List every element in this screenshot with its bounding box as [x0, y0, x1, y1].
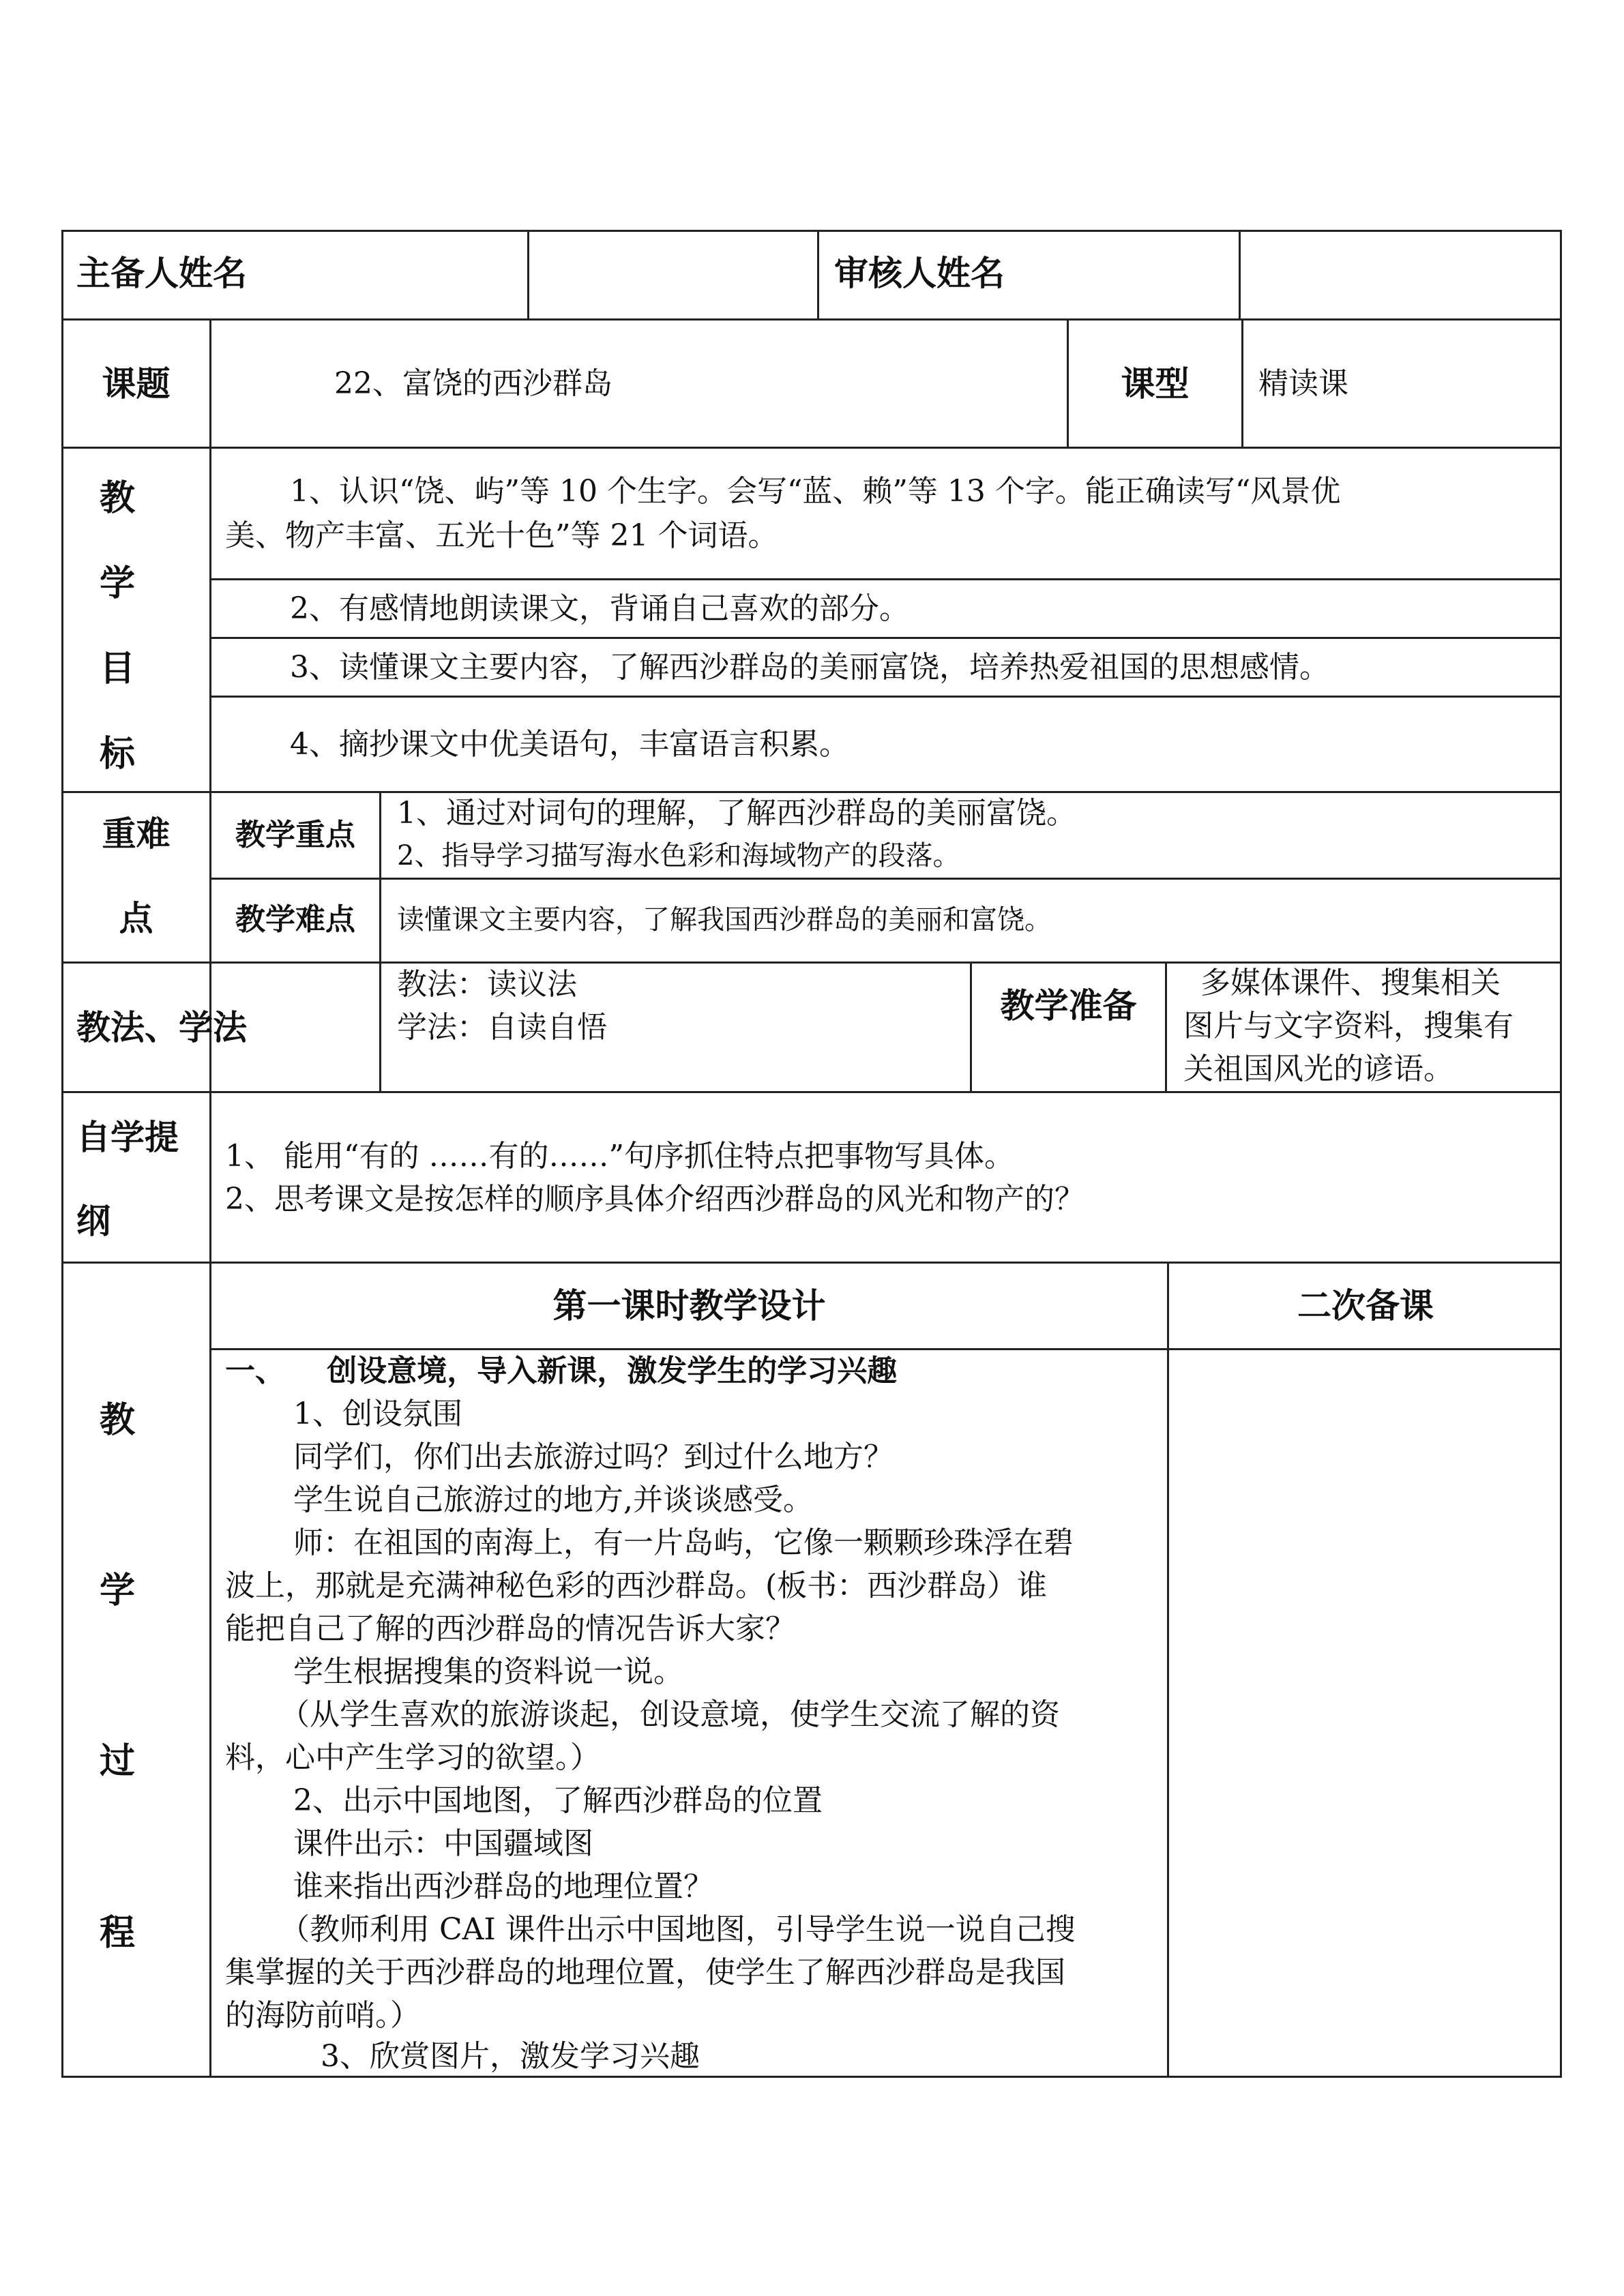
prep-line: 图片与文字资料，搜集有 — [1183, 1009, 1514, 1043]
self-study-label: 自学提 — [76, 1118, 179, 1157]
process-line: 3、欣赏图片，激发学习兴趣 — [321, 2039, 700, 2074]
prep-line: 关祖国风光的谚语。 — [1183, 1052, 1453, 1086]
objective-item: 美、物产丰富、五光十色”等 21 个词语。 — [225, 518, 778, 553]
process-line: 能把自己了解的西沙群岛的情况告诉大家？ — [225, 1611, 795, 1646]
process-line: 同学们，你们出去旅游过吗？到过什么地方？ — [293, 1440, 894, 1474]
process-line: （教师利用 CAI 课件出示中国地图，引导学生说一说自己搜 — [280, 1912, 1076, 1947]
topic-value: 22、富饶的西沙群岛 — [334, 366, 612, 401]
process-line: （从学生喜欢的旅游谈起，创设意境，使学生交流了解的资 — [280, 1697, 1060, 1732]
focus-item: 2、指导学习描写海水色彩和海域物产的段落。 — [397, 840, 960, 871]
objective-item: 3、读懂课文主要内容，了解西沙群岛的美丽富饶，培养热爱祖国的思想感情。 — [290, 650, 1329, 685]
process-label-char: 学 — [99, 1570, 135, 1611]
process-label-char: 教 — [99, 1400, 135, 1441]
prep-line: 多媒体课件、搜集相关 — [1200, 966, 1501, 1000]
objectives-label-char: 教 — [99, 478, 135, 519]
prep-label: 教学准备 — [1000, 986, 1137, 1026]
teaching-method: 教法：读议法 — [397, 967, 577, 1002]
divider — [1167, 1262, 1169, 2078]
self-study-item: 2、思考课文是按怎样的顺序具体介绍西沙群岛的风光和物产的？ — [225, 1182, 1084, 1217]
divider — [61, 447, 1562, 449]
divider — [379, 791, 381, 963]
learning-method: 学法：自读自悟 — [397, 1010, 607, 1045]
process-line: 2、出示中国地图，了解西沙群岛的位置 — [293, 1783, 823, 1818]
divider — [379, 961, 381, 1092]
methods-label: 教法、学法 — [76, 1008, 247, 1047]
self-study-item: 1、 能用“有的 ……有的……”句序抓住特点把事物写具体。 — [225, 1139, 1014, 1174]
divider — [1165, 961, 1167, 1092]
objectives-label-char: 学 — [99, 563, 135, 604]
focus-item: 1、通过对词句的理解，了解西沙群岛的美丽富饶。 — [397, 796, 1076, 831]
divider — [817, 230, 819, 320]
difficulty-label: 教学难点 — [235, 902, 355, 937]
focus-label: 教学重点 — [235, 818, 355, 852]
type-value: 精读课 — [1258, 366, 1348, 401]
process-line: 波上，那就是充满神秘色彩的西沙群岛。(板书：西沙群岛）谁 — [225, 1568, 1048, 1603]
divider — [61, 318, 1562, 320]
process-line: 的海防前哨。） — [225, 1998, 420, 2033]
process-label-char: 过 — [99, 1741, 135, 1782]
divider — [209, 578, 1562, 580]
objectives-label-char: 标 — [99, 734, 135, 775]
key-points-label: 点 — [119, 899, 153, 938]
process-line: 学生说自己旅游过的地方,并谈谈感受。 — [293, 1482, 813, 1517]
divider — [527, 230, 529, 320]
process-line: 谁来指出西沙群岛的地理位置？ — [293, 1869, 713, 1904]
topic-label: 课题 — [102, 364, 171, 404]
preparer-label: 主备人姓名 — [76, 254, 247, 293]
process-line: 料，心中产生学习的欲望。） — [225, 1740, 600, 1775]
process-line: 学生根据搜集的资料说一说。 — [293, 1654, 683, 1689]
type-label: 课型 — [1121, 364, 1190, 404]
divider — [61, 1262, 1562, 1264]
key-points-label: 重难 — [102, 814, 171, 854]
divider — [209, 318, 211, 2078]
objectives-label-char: 目 — [99, 648, 135, 689]
divider — [1241, 318, 1243, 448]
divider — [209, 878, 1562, 880]
divider — [209, 637, 1562, 639]
divider — [209, 696, 1562, 698]
divider — [61, 1091, 1562, 1093]
process-label-char: 程 — [99, 1913, 135, 1954]
process-line: 师：在祖国的南海上，有一片岛屿，它像一颗颗珍珠浮在碧 — [293, 1525, 1074, 1560]
objective-item: 4、摘抄课文中优美语句，丰富语言积累。 — [290, 727, 849, 762]
process-line: 1、创设氛围 — [293, 1397, 462, 1431]
design-header: 第一课时教学设计 — [552, 1286, 826, 1326]
section-title: 一、 创设意境，导入新课，激发学生的学习兴趣 — [225, 1354, 898, 1388]
divider — [1239, 230, 1241, 320]
process-line: 课件出示：中国疆域图 — [293, 1826, 593, 1861]
objective-item: 1、认识“饶、屿”等 10 个生字。会写“蓝、赖”等 13 个字。能正确读写“风景优 — [290, 474, 1341, 509]
divider — [970, 961, 972, 1092]
difficulty-text: 读懂课文主要内容，了解我国西沙群岛的美丽和富饶。 — [397, 904, 1052, 936]
reviewer-label: 审核人姓名 — [834, 254, 1005, 293]
process-line: 集掌握的关于西沙群岛的地理位置，使学生了解西沙群岛是我国 — [225, 1955, 1065, 1990]
second-prep-header: 二次备课 — [1297, 1286, 1434, 1326]
objective-item: 2、有感情地朗读课文，背诵自己喜欢的部分。 — [290, 591, 909, 626]
self-study-label: 纲 — [76, 1202, 110, 1241]
